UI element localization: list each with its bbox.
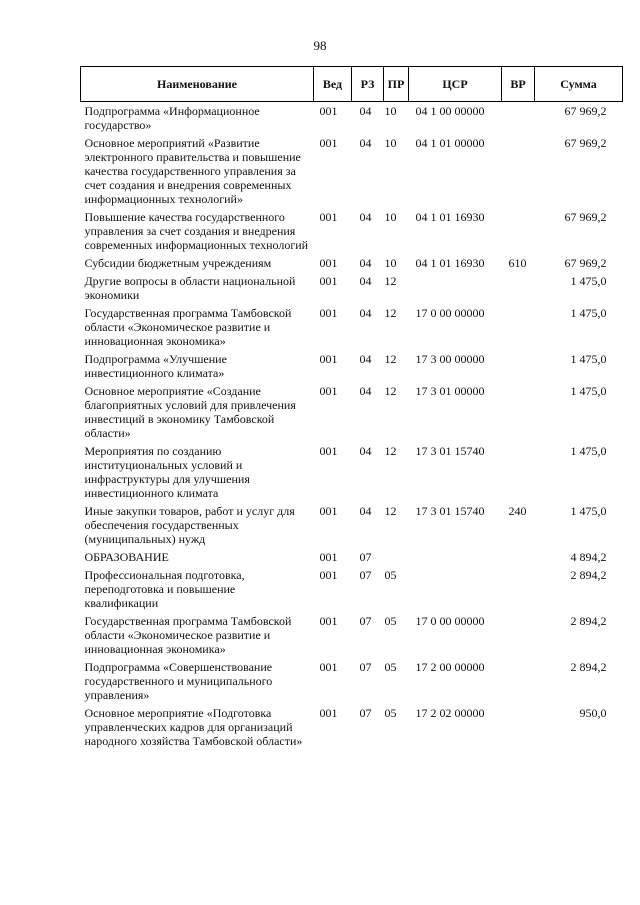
cell-pr: 10 (384, 210, 397, 224)
cell-csr: 17 3 01 15740 (415, 504, 485, 518)
cell-pr: 12 (384, 306, 397, 320)
cell-csr: 04 1 01 00000 (415, 136, 485, 150)
cell-pr: 12 (384, 274, 397, 288)
cell-rz: 07 (359, 706, 372, 720)
column-header-vr: ВР (502, 67, 535, 102)
cell-sum: 1 475,0 (570, 274, 607, 288)
cell-pr: 12 (384, 504, 397, 518)
cell-sum: 950,0 (579, 706, 607, 720)
cell-name: Иные закупки товаров, работ и услуг для обеспечения государственных (муниципальных) нужд (84, 504, 295, 546)
cell-sum: 67 969,2 (564, 136, 607, 150)
cell-vr (502, 306, 535, 352)
cell-vr (502, 660, 535, 706)
cell-rz: 07 (359, 568, 372, 582)
cell-ved: 001 (319, 384, 338, 398)
cell-rz: 04 (359, 384, 372, 398)
cell-pr: 05 (384, 614, 397, 628)
column-header-ved: Вед (314, 67, 352, 102)
cell-pr: 10 (384, 136, 397, 150)
cell-vr: 610 (508, 256, 527, 270)
cell-csr: 17 0 00 00000 (415, 306, 485, 320)
cell-csr: 17 3 00 00000 (415, 352, 485, 366)
cell-sum: 2 894,2 (570, 614, 607, 628)
table-row (81, 550, 623, 568)
cell-rz: 04 (359, 136, 372, 150)
table-row (81, 104, 623, 136)
cell-name: Основное мероприятие «Создание благоприятных условий для привлечения инвестиций в экономику Тамбовской области» (84, 384, 296, 440)
cell-vr (502, 444, 535, 504)
table-row (81, 568, 623, 614)
cell-ved: 001 (319, 550, 338, 564)
cell-sum: 67 969,2 (564, 256, 607, 270)
cell-ved: 001 (319, 352, 338, 366)
cell-rz: 07 (359, 550, 372, 564)
table-row (81, 210, 623, 256)
cell-rz: 04 (359, 444, 372, 458)
cell-ved: 001 (319, 660, 338, 674)
cell-vr (502, 136, 535, 210)
column-header-sum: Сумма (535, 67, 623, 102)
cell-sum: 2 894,2 (570, 568, 607, 582)
cell-vr: 240 (508, 504, 527, 518)
cell-csr: 17 3 01 00000 (415, 384, 485, 398)
cell-csr: 04 1 01 16930 (415, 210, 485, 224)
cell-csr: 17 2 00 00000 (415, 660, 485, 674)
cell-ved: 001 (319, 568, 338, 582)
cell-pr (384, 550, 409, 568)
cell-name: Подпрограмма «Совершенствование государственного и муниципального управления» (84, 660, 273, 702)
table-row (81, 136, 623, 210)
cell-pr: 05 (384, 660, 397, 674)
cell-csr (409, 550, 502, 568)
cell-name: Повышение качества государственного управления за счет создания и внедрения современных информационных технологий (84, 210, 309, 252)
cell-sum: 2 894,2 (570, 660, 607, 674)
cell-sum: 1 475,0 (570, 444, 607, 458)
cell-rz: 04 (359, 210, 372, 224)
cell-sum: 67 969,2 (564, 104, 607, 118)
cell-csr (409, 568, 502, 614)
cell-name: Субсидии бюджетным учреждениям (84, 256, 272, 270)
cell-ved: 001 (319, 444, 338, 458)
table-row (81, 504, 623, 550)
cell-name: Профессиональная подготовка, переподготовка и повышение квалификации (84, 568, 245, 610)
cell-csr: 04 1 01 16930 (415, 256, 485, 270)
cell-csr: 17 0 00 00000 (415, 614, 485, 628)
cell-sum: 1 475,0 (570, 352, 607, 366)
cell-pr: 12 (384, 352, 397, 366)
table-row (81, 614, 623, 660)
cell-ved: 001 (319, 614, 338, 628)
cell-csr: 17 2 02 00000 (415, 706, 485, 720)
cell-vr (502, 568, 535, 614)
cell-vr (502, 706, 535, 752)
cell-rz: 04 (359, 306, 372, 320)
cell-pr: 12 (384, 444, 397, 458)
cell-ved: 001 (319, 306, 338, 320)
table-row (81, 256, 623, 274)
table-row (81, 706, 623, 752)
table-row (81, 352, 623, 384)
table-row (81, 444, 623, 504)
cell-rz: 04 (359, 256, 372, 270)
budget-table (80, 66, 623, 752)
table-row (81, 274, 623, 306)
cell-name: Государственная программа Тамбовской области «Экономическое развитие и инновационная экономика» (84, 614, 292, 656)
cell-pr: 05 (384, 568, 397, 582)
table-header (81, 67, 623, 102)
cell-pr: 10 (384, 256, 397, 270)
cell-name: Подпрограмма «Информационное государство» (84, 104, 260, 132)
table-body (81, 102, 623, 753)
cell-name: Подпрограмма «Улучшение инвестиционного климата» (84, 352, 227, 380)
cell-sum: 1 475,0 (570, 384, 607, 398)
table-row (81, 384, 623, 444)
cell-name: ОБРАЗОВАНИЕ (84, 550, 169, 564)
cell-sum: 1 475,0 (570, 504, 607, 518)
cell-ved: 001 (319, 504, 338, 518)
cell-ved: 001 (319, 274, 338, 288)
column-header-rz: РЗ (352, 67, 384, 102)
cell-name: Основное мероприятие «Подготовка управленческих кадров для организаций народного хозяйства Тамбовской области» (84, 706, 303, 748)
cell-rz: 04 (359, 104, 372, 118)
cell-pr: 12 (384, 384, 397, 398)
cell-vr (502, 352, 535, 384)
cell-rz: 07 (359, 660, 372, 674)
cell-csr: 04 1 00 00000 (415, 104, 485, 118)
cell-name: Другие вопросы в области национальной экономики (84, 274, 296, 302)
page-number: 98 (313, 38, 327, 53)
cell-rz: 07 (359, 614, 372, 628)
cell-rz: 04 (359, 352, 372, 366)
cell-vr (502, 614, 535, 660)
column-header-name: Наименование (81, 67, 314, 102)
cell-rz: 04 (359, 504, 372, 518)
cell-name: Мероприятия по созданию институциональных условий и инфраструктуры для улучшения инвестиционного климата (84, 444, 250, 500)
cell-name: Государственная программа Тамбовской области «Экономическое развитие и инновационная экономика» (84, 306, 292, 348)
cell-vr (502, 210, 535, 256)
cell-ved: 001 (319, 136, 338, 150)
cell-ved: 001 (319, 706, 338, 720)
cell-rz: 04 (359, 274, 372, 288)
cell-sum: 67 969,2 (564, 210, 607, 224)
cell-csr: 17 3 01 15740 (415, 444, 485, 458)
table-row (81, 306, 623, 352)
cell-ved: 001 (319, 210, 338, 224)
column-header-pr: ПР (384, 67, 409, 102)
cell-csr (409, 274, 502, 306)
column-header-csr: ЦСР (409, 67, 502, 102)
cell-pr: 10 (384, 104, 397, 118)
table-row (81, 660, 623, 706)
cell-sum: 1 475,0 (570, 306, 607, 320)
cell-vr (502, 274, 535, 306)
cell-ved: 001 (319, 104, 338, 118)
cell-pr: 05 (384, 706, 397, 720)
cell-vr (502, 384, 535, 444)
cell-vr (502, 104, 535, 136)
cell-ved: 001 (319, 256, 338, 270)
cell-name: Основное мероприятий «Развитие электронного правительства и повышение качества государственного управления за счет создания и внедрения современных информационных технологий» (84, 136, 301, 206)
cell-sum: 4 894,2 (570, 550, 607, 564)
cell-vr (502, 550, 535, 568)
